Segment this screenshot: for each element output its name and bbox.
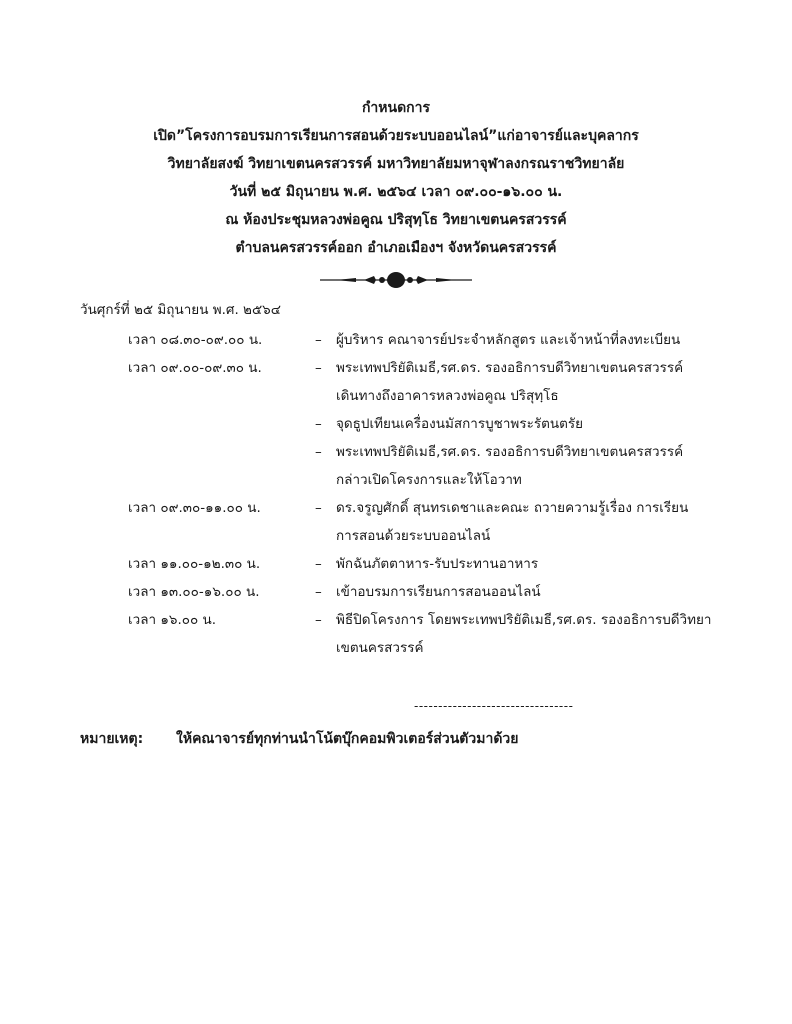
header-title: กำหนดการ <box>361 100 431 116</box>
schedule-item <box>0 494 792 522</box>
schedule-time: เวลา ๐๘.๓๐-๐๙.๐๐ น. <box>128 332 263 348</box>
item-dash: – <box>315 584 322 600</box>
header-project-line: เปิด”โครงการอบรมการเรียนการสอนด้วยระบบออนไลน์”แก่อาจารย์และบุคลากร <box>153 128 639 144</box>
schedule-item-text: เข้าอบรมการเรียนการสอนออนไลน์ <box>336 584 541 600</box>
schedule-time: เวลา ๑๖.๐๐ น. <box>128 612 217 628</box>
item-dash: – <box>315 500 322 516</box>
schedule-item <box>0 354 792 382</box>
header-location-line: ตำบลนครสวรรค์ออก อำเภอเมืองฯ จังหวัดนครสวรรค์ <box>235 240 557 256</box>
schedule-item-text: พิธีปิดโครงการ โดยพระเทพปริยัติเมธี,รศ.ดร. รองอธิการบดีวิทยา <box>336 612 712 628</box>
schedule-row <box>0 578 792 606</box>
schedule-item-text: พระเทพปริยัติเมธี,รศ.ดร. รองอธิการบดีวิทยาเขตนครสวรรค์ <box>336 360 684 376</box>
note-text: ให้คณาจารย์ทุกท่านนำโน้ตบุ๊กคอมพิวเตอร์ส่วนตัวมาด้วย <box>176 731 519 747</box>
schedule-item <box>0 606 792 634</box>
schedule-item-text: ผู้บริหาร คณาจารย์ประจำหลักสูตร และเจ้าหน้าที่ลงทะเบียน <box>336 332 681 348</box>
schedule-item-text: พักฉันภัตตาหาร-รับประทานอาหาร <box>336 556 539 572</box>
header-institution-line: วิทยาลัยสงฆ์ วิทยาเขตนครสวรรค์ มหาวิทยาลัยมหาจุฬาลงกรณราชวิทยาลัย <box>167 156 625 172</box>
schedule-item-text: กล่าวเปิดโครงการและให้โอวาท <box>336 472 522 488</box>
schedule-item-text: เดินทางถึงอาคารหลวงพ่อคูณ ปริสุทฺโธ <box>336 388 559 404</box>
document-header <box>0 94 792 262</box>
schedule-row <box>0 494 792 550</box>
schedule-item-text: พระเทพปริยัติเมธี,รศ.ดร. รองอธิการบดีวิทยาเขตนครสวรรค์ <box>336 444 684 460</box>
schedule-item <box>0 410 792 438</box>
schedule-item <box>0 550 792 578</box>
schedule-row <box>0 326 792 354</box>
schedule-item-text: เขตนครสวรรค์ <box>336 640 424 656</box>
schedule-item-continuation <box>0 466 792 494</box>
header-venue-line: ณ ห้องประชุมหลวงพ่อคูณ ปริสุทฺโธ วิทยาเขตนครสวรรค์ <box>225 212 567 228</box>
schedule-date: วันศุกร์ที่ ๒๕ มิถุนายน พ.ศ. ๒๕๖๔ <box>80 302 281 318</box>
schedule-item-text: จุดธูปเทียนเครื่องนมัสการบูชาพระรัตนตรัย <box>336 416 583 432</box>
item-dash: – <box>315 444 322 460</box>
end-separator: --------------------------------- <box>414 699 574 713</box>
schedule-item <box>0 326 792 354</box>
header-date-line: วันที่ ๒๕ มิถุนายน พ.ศ. ๒๕๖๔ เวลา ๐๙.๐๐-๑๖.๐๐ น. <box>229 184 563 200</box>
schedule-item <box>0 438 792 466</box>
item-dash: – <box>315 332 322 348</box>
item-dash: – <box>315 360 322 376</box>
schedule-row <box>0 354 792 494</box>
note-label: หมายเหตุ: <box>80 731 144 747</box>
schedule-row <box>0 606 792 662</box>
schedule-list <box>0 326 792 662</box>
schedule-time: เวลา ๐๙.๐๐-๐๙.๓๐ น. <box>128 360 262 376</box>
schedule-time: เวลา ๐๙.๓๐-๑๑.๐๐ น. <box>128 500 261 516</box>
schedule-item-text: การสอนด้วยระบบออนไลน์ <box>336 528 491 544</box>
item-dash: – <box>315 416 322 432</box>
schedule-time: เวลา ๑๓.๐๐-๑๖.๐๐ น. <box>128 584 260 600</box>
schedule-item-text: ดร.จรูญศักดิ์ สุนทรเดชาและคณะ ถวายความรู้เรื่อง การเรียน <box>336 500 689 516</box>
item-dash: – <box>315 612 322 628</box>
schedule-row <box>0 550 792 578</box>
schedule-item-continuation <box>0 522 792 550</box>
divider-ornament <box>316 268 476 292</box>
schedule-item-continuation <box>0 634 792 662</box>
schedule-item-continuation <box>0 382 792 410</box>
item-dash: – <box>315 556 322 572</box>
schedule-item <box>0 578 792 606</box>
schedule-time: เวลา ๑๑.๐๐-๑๒.๓๐ น. <box>128 556 261 572</box>
